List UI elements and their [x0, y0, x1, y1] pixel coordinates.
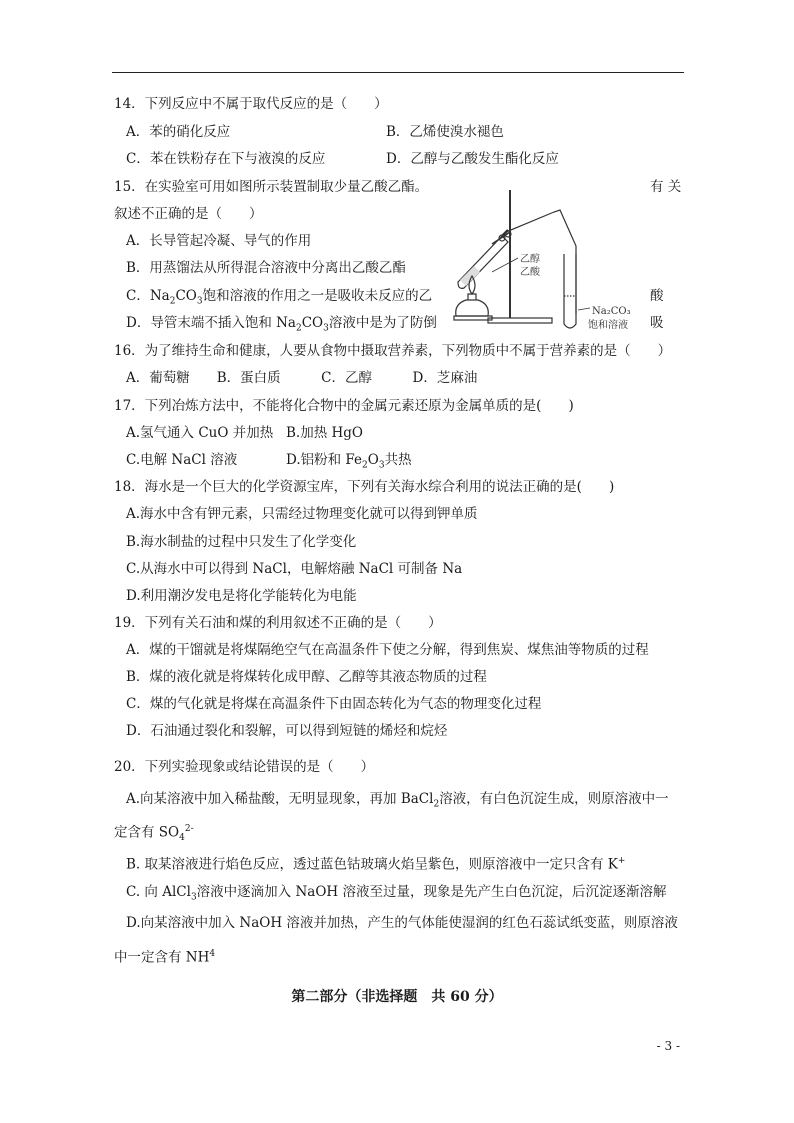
q14-option-c: C．苯在铁粉存在下与液溴的反应	[126, 151, 326, 167]
q20-stem: 20．下列实验现象或结论错误的是（ ）	[114, 759, 375, 775]
fig-label-na2co3: Na₂CO₃	[592, 306, 631, 317]
q20-option-c: C. 向 AlCl$_3$溶液中逐滴加入 NaOH 溶液至过量，现象是先产生白色沉淀，后沉淀逐渐溶解	[126, 884, 667, 903]
q19-option-b: B．煤的液化就是将煤转化成甲醇、乙醇等其液态物质的过程	[126, 669, 487, 685]
leader-line-ethanol	[492, 258, 518, 272]
q19-option-c: C．煤的气化就是将煤在高温条件下由固态转化为气态的物理变化过程	[126, 696, 542, 712]
page-number: - 3 -	[656, 1039, 680, 1053]
q17-stem: 17．下列冶炼方法中，不能将化合物中的金属元素还原为金属单质的是( )	[114, 398, 574, 414]
q14-stem: 14．下列反应中不属于取代反应的是（ ）	[114, 96, 388, 112]
q14-option-d: D．乙醇与乙酸发生酯化反应	[386, 151, 559, 167]
q15-stem-2: 叙述不正确的是（ ）	[114, 206, 263, 222]
header-rule	[112, 72, 684, 73]
q17-option-c: C.电解 NaCl 溶液	[126, 452, 238, 468]
q18-stem: 18．海水是一个巨大的化学资源宝库，下列有关海水综合利用的说法正确的是( )	[114, 479, 615, 495]
q14-option-a: A．苯的硝化反应	[126, 124, 231, 140]
q15-option-c: C．$Na_2CO_3$饱和溶液的作用之一是吸收未反应的乙	[126, 288, 433, 307]
q19-option-a: A．煤的干馏就是将煤隔绝空气在高温条件下使之分解，得到焦炭、煤焦油等物质的过程	[126, 642, 649, 658]
long-delivery-tube	[506, 210, 576, 314]
q18-option-b: B.海水制盐的过程中只发生了化学变化	[126, 534, 357, 550]
q20-option-d-line1: D.向某溶液中加入 NaOH 溶液并加热，产生的气体能使湿润的红色石蕊试纸变蓝，则原溶液	[126, 915, 678, 931]
q16-stem: 16．为了维持生命和健康，人要从食物中摄取营养素，下列物质中不属于营养素的是（ ）	[114, 343, 672, 359]
fig-label-acid: 乙酸	[520, 267, 540, 278]
q15-option-b: B．用蒸馏法从所得混合溶液中分离出乙酸乙酯	[126, 260, 406, 276]
q20-option-d-line2: 中一定含有 $NH^4$	[114, 949, 216, 966]
q15-stem-right: 有 关	[650, 179, 682, 195]
receiving-test-tube	[564, 254, 576, 328]
q17-option-d: D.铝粉和 $Fe_2O_3$共热	[286, 452, 412, 471]
q18-option-d: D.利用潮汐发电是将化学能转化为电能	[126, 588, 357, 604]
section-title: 第二部分（非选择题 共 60 分）	[291, 989, 503, 1005]
q17-option-b: B.加热 HgO	[286, 425, 363, 441]
q18-option-a: A.海水中含有钾元素，只需经过物理变化就可以得到钾单质	[126, 506, 478, 522]
fig-label-ethanol: 乙醇	[520, 254, 540, 265]
fig-label-saturated: 饱和溶液	[588, 320, 628, 331]
q19-stem: 19．下列有关石油和煤的利用叙述不正确的是（ ）	[114, 615, 442, 631]
q15-option-d-tail: 吸	[650, 315, 664, 331]
q20-option-a-line2: 定含有 $SO_4^{2-}$	[114, 824, 194, 844]
q20-option-a-line1: A.向某溶液中加入稀盐酸，无明显现象，再加 BaCl$_2$溶液，有白色沉淀生成，则原溶液中一	[126, 791, 669, 810]
q15-option-a: A．长导管起冷凝、导气的作用	[126, 233, 312, 249]
alcohol-lamp	[456, 300, 489, 316]
q16-options: A．葡萄糖 B．蛋白质 C．乙醇 D．芝麻油	[126, 370, 478, 386]
q15-option-d: D．导管末端不插入饱和 $Na_2CO_3$溶液中是为了防倒	[126, 315, 437, 334]
q18-option-c: C.从海水中可以得到 NaCl，电解熔融 NaCl 可制备 Na	[126, 561, 463, 577]
q19-option-d: D．石油通过裂化和裂解，可以得到短链的烯烃和烷烃	[126, 723, 448, 739]
q14-option-b: B．乙烯使溴水褪色	[386, 124, 504, 140]
q20-option-b: B. 取某溶液进行焰色反应，透过蓝色钴玻璃火焰呈紫色，则原溶液中一定只含有 K+	[126, 856, 626, 873]
ester-apparatus-figure	[452, 186, 648, 336]
leader-line-na2co3	[578, 308, 590, 310]
q15-option-c-tail: 酸	[650, 288, 664, 304]
q17-option-a: A.氢气通入 CuO 并加热	[126, 425, 274, 441]
stand-base	[488, 318, 552, 323]
q15-stem: 15．在实验室可用如图所示装置制取少量乙酸乙酯。	[114, 179, 429, 195]
